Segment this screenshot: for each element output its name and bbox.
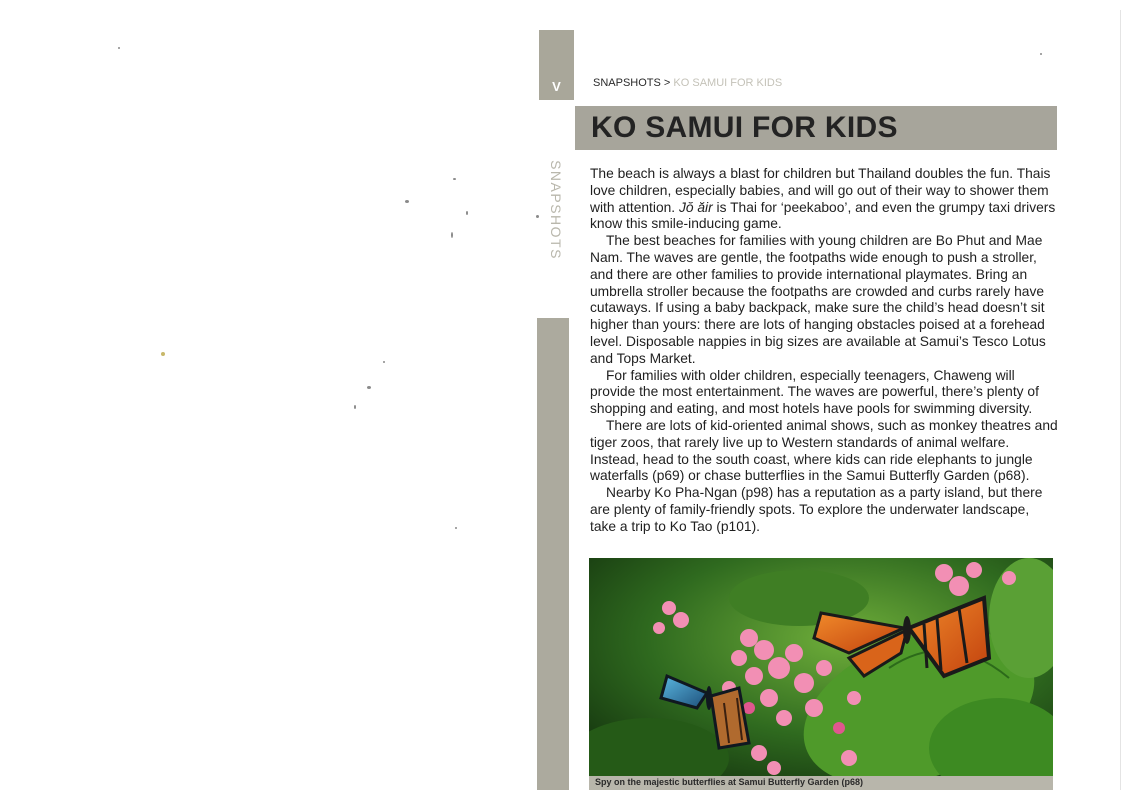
scan-speck bbox=[453, 178, 456, 180]
section-tab-strip bbox=[537, 318, 569, 790]
page-title-bar bbox=[575, 106, 1057, 150]
photo-caption-bar bbox=[589, 776, 1053, 790]
paragraph: There are lots of kid-oriented animal shows, such as monkey theatres and tiger zoos, that rarely live up to Western standards of animal welfare. Instead, head to the south coast, where kids can ride elephants to jungle waterfalls (p69) or chase butterflies in the Samui Butterfly Garden (p68). bbox=[590, 417, 1058, 484]
paragraph-text: is Thai for ‘peekaboo’, and even the grumpy taxi drivers know this smile-inducing game. bbox=[590, 199, 1056, 232]
paragraph bbox=[590, 166, 1058, 233]
photo-caption: Spy on the majestic butterflies at Samui Butterfly Garden (p68) bbox=[595, 777, 864, 787]
paragraph: For families with older children, especially teenagers, Chaweng will provide the most entertainment. The waves are powerful, there’s plenty of shopping and eating, and most hotels have pools for swimming diversity. bbox=[590, 367, 1039, 417]
scan-speck bbox=[536, 215, 539, 218]
scan-speck bbox=[455, 527, 457, 529]
scan-speck bbox=[451, 232, 453, 238]
paragraph: Nearby Ko Pha-Ngan (p98) has a reputation as a party island, but there are plenty of family-friendly spots. To explore the underwater landscape, take a trip to Ko Tao (p101). bbox=[590, 485, 1043, 534]
breadcrumb-parent: SNAPSHOTS bbox=[593, 77, 661, 89]
breadcrumb-current: KO SAMUI FOR KIDS bbox=[673, 77, 783, 89]
breadcrumb bbox=[593, 77, 782, 89]
paragraph: The best beaches for families with young children are Bo Phut and Mae Nam. The waves are gentle, the footpaths wide enough to push a stroller, and there are other families to provide international playmates. Bring an umbrella stroller because the footpaths are crowded and curbs rarely have cutaways. If using a baby backpack, make sure the child’s head doesn’t sit higher than yours: there are lots of hanging obstacles poised at a forehead level. Disposable nappies in big sizes are available at Samui’s Tesco Lotus and Tops Market. bbox=[590, 233, 1046, 366]
scan-speck bbox=[118, 47, 120, 49]
article-body bbox=[590, 166, 1058, 536]
section-vertical-label-text: SNAPSHOTS bbox=[548, 160, 564, 260]
page-edge-line bbox=[1120, 10, 1121, 790]
section-vertical-label bbox=[543, 160, 569, 260]
paragraph-text: The beach is always a blast for children but Thailand doubles the fun. Thais love children, especially babies, and will go out of their way to shower them with attention. bbox=[590, 166, 1051, 215]
italic-phrase: Jŏ ăir bbox=[678, 199, 713, 215]
scan-speck bbox=[466, 211, 468, 215]
butterfly-photo-illustration bbox=[589, 558, 1053, 790]
breadcrumb-separator: > bbox=[663, 77, 671, 89]
scan-speck bbox=[354, 405, 356, 409]
section-tab-letter: V bbox=[552, 79, 561, 94]
section-tab bbox=[539, 30, 574, 100]
scan-speck bbox=[367, 386, 371, 389]
scan-speck bbox=[383, 361, 385, 363]
page-title: KO SAMUI FOR KIDS bbox=[591, 111, 898, 144]
scan-speck bbox=[1040, 53, 1042, 55]
butterfly-photo bbox=[589, 558, 1053, 790]
scan-speck bbox=[405, 200, 409, 203]
scan-speck bbox=[161, 352, 165, 356]
